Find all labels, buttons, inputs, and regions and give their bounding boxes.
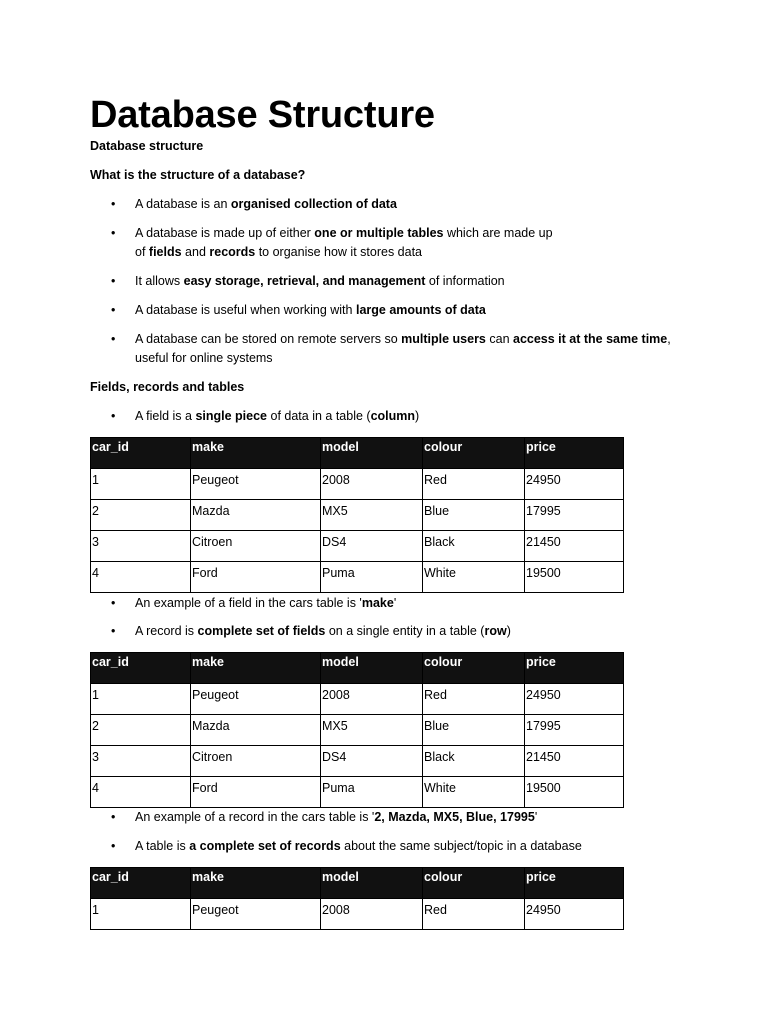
table-cell: 4 bbox=[91, 777, 191, 808]
column-header: car_id bbox=[91, 653, 191, 684]
table-cell: Blue bbox=[423, 715, 525, 746]
table-row bbox=[91, 531, 624, 562]
table-cell: Peugeot bbox=[191, 899, 321, 930]
table-cell: 2 bbox=[91, 715, 191, 746]
subtitle: Database structure bbox=[90, 139, 204, 153]
bullet-glyph: • bbox=[111, 197, 116, 211]
table-cell: 17995 bbox=[525, 500, 624, 531]
table-cell: Citroen bbox=[191, 746, 321, 777]
table-row bbox=[91, 777, 624, 808]
table-cell: Mazda bbox=[191, 715, 321, 746]
table-cell: Puma bbox=[321, 562, 423, 593]
table-cell: 2 bbox=[91, 500, 191, 531]
table-cell: 21450 bbox=[525, 746, 624, 777]
bullet-glyph: • bbox=[111, 839, 116, 853]
bullet-glyph: • bbox=[111, 810, 116, 824]
page-title: Database Structure bbox=[90, 94, 435, 136]
column-header: price bbox=[525, 653, 624, 684]
cars-table-partial bbox=[90, 867, 624, 930]
table-cell: White bbox=[423, 562, 525, 593]
table-cell: MX5 bbox=[321, 500, 423, 531]
table-header-row bbox=[91, 438, 624, 469]
table-cell: 1 bbox=[91, 469, 191, 500]
table-row bbox=[91, 562, 624, 593]
list-item-table-definition: A table is a complete set of records about the same subject/topic in a database bbox=[135, 839, 582, 853]
table-cell: Citroen bbox=[191, 531, 321, 562]
cars-table-fields bbox=[90, 437, 624, 593]
list-item-record-definition: A record is complete set of fields on a single entity in a table (row) bbox=[135, 624, 511, 638]
table-row bbox=[91, 469, 624, 500]
table-cell: 24950 bbox=[525, 899, 624, 930]
table-cell: 24950 bbox=[525, 469, 624, 500]
table-cell: White bbox=[423, 777, 525, 808]
table-cell: Black bbox=[423, 746, 525, 777]
table-cell: Blue bbox=[423, 500, 525, 531]
list-item-continuation: of fields and records to organise how it stores data bbox=[135, 245, 422, 259]
bullet-glyph: • bbox=[111, 274, 116, 288]
column-header: make bbox=[191, 868, 321, 899]
table-cell: Mazda bbox=[191, 500, 321, 531]
column-header: car_id bbox=[91, 868, 191, 899]
table-cell: 2008 bbox=[321, 684, 423, 715]
column-header: price bbox=[525, 868, 624, 899]
list-item: A database is useful when working with large amounts of data bbox=[135, 303, 486, 317]
list-item-continuation: useful for online systems bbox=[135, 351, 273, 365]
bullet-glyph: • bbox=[111, 226, 116, 240]
table-cell: 21450 bbox=[525, 531, 624, 562]
table-row bbox=[91, 899, 624, 930]
table-cell: Puma bbox=[321, 777, 423, 808]
bullet-glyph: • bbox=[111, 596, 116, 610]
table-cell: 4 bbox=[91, 562, 191, 593]
bullet-glyph: • bbox=[111, 332, 116, 346]
table-cell: 3 bbox=[91, 531, 191, 562]
table-cell: 1 bbox=[91, 684, 191, 715]
table-cell: Ford bbox=[191, 562, 321, 593]
bullet-glyph: • bbox=[111, 303, 116, 317]
list-item-field-definition: A field is a single piece of data in a table (column) bbox=[135, 409, 420, 423]
bullet-glyph: • bbox=[111, 409, 116, 423]
table-cell: 17995 bbox=[525, 715, 624, 746]
table-cell: Peugeot bbox=[191, 469, 321, 500]
table-cell: DS4 bbox=[321, 746, 423, 777]
column-header: make bbox=[191, 653, 321, 684]
table-row bbox=[91, 684, 624, 715]
table-cell: Red bbox=[423, 899, 525, 930]
column-header: model bbox=[321, 438, 423, 469]
cars-table-records bbox=[90, 652, 624, 808]
table-cell: Red bbox=[423, 684, 525, 715]
table-cell: 19500 bbox=[525, 562, 624, 593]
column-header: colour bbox=[423, 438, 525, 469]
table-header-row bbox=[91, 653, 624, 684]
question-heading: What is the structure of a database? bbox=[90, 168, 306, 182]
table-cell: 2008 bbox=[321, 899, 423, 930]
table-cell: Red bbox=[423, 469, 525, 500]
list-item: A database is made up of either one or multiple tables which are made up bbox=[135, 226, 553, 240]
list-item-record-example: An example of a record in the cars table is '2, Mazda, MX5, Blue, 17995' bbox=[135, 810, 538, 824]
list-item-field-example: An example of a field in the cars table is 'make' bbox=[135, 596, 397, 610]
table-cell: DS4 bbox=[321, 531, 423, 562]
table-cell: 1 bbox=[91, 899, 191, 930]
bullet-glyph: • bbox=[111, 624, 116, 638]
column-header: colour bbox=[423, 868, 525, 899]
table-cell: 3 bbox=[91, 746, 191, 777]
table-cell: 19500 bbox=[525, 777, 624, 808]
table-cell: Peugeot bbox=[191, 684, 321, 715]
list-item: It allows easy storage, retrieval, and management of information bbox=[135, 274, 505, 288]
table-header-row bbox=[91, 868, 624, 899]
column-header: model bbox=[321, 868, 423, 899]
column-header: car_id bbox=[91, 438, 191, 469]
list-item: A database can be stored on remote servers so multiple users can access it at the same time, bbox=[135, 332, 671, 346]
table-cell: Ford bbox=[191, 777, 321, 808]
table-cell: Black bbox=[423, 531, 525, 562]
table-cell: 24950 bbox=[525, 684, 624, 715]
table-row bbox=[91, 715, 624, 746]
column-header: colour bbox=[423, 653, 525, 684]
table-cell: MX5 bbox=[321, 715, 423, 746]
column-header: price bbox=[525, 438, 624, 469]
table-row bbox=[91, 500, 624, 531]
table-cell: 2008 bbox=[321, 469, 423, 500]
table-row bbox=[91, 746, 624, 777]
column-header: model bbox=[321, 653, 423, 684]
column-header: make bbox=[191, 438, 321, 469]
section-heading: Fields, records and tables bbox=[90, 380, 245, 394]
list-item: A database is an organised collection of data bbox=[135, 197, 397, 211]
